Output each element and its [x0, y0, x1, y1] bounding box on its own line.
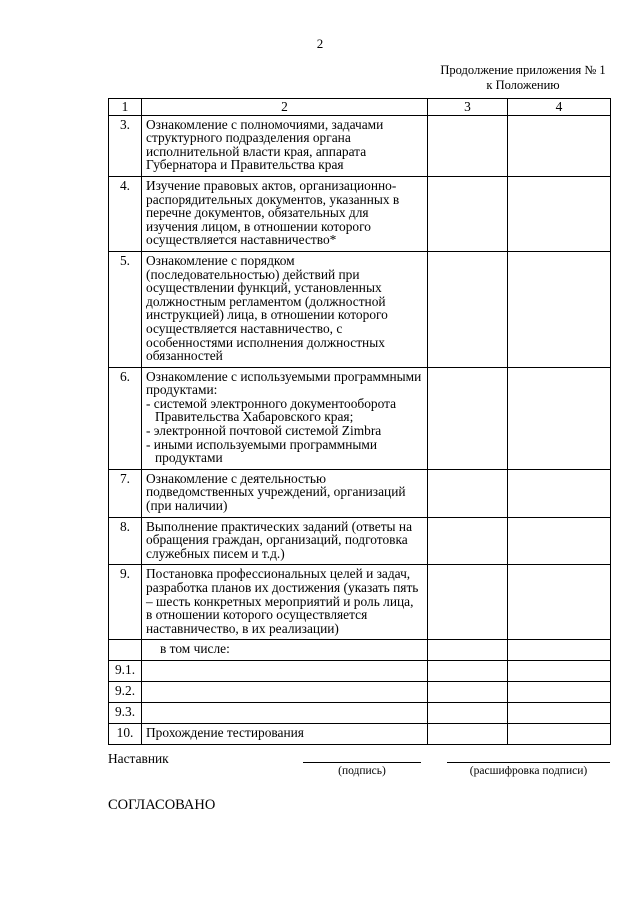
signature-decode-caption: (расшифровка подписи)	[469, 765, 588, 777]
row-cell-3	[428, 660, 508, 681]
row-cell-3	[428, 367, 508, 469]
row-intro-text: Ознакомление с используемыми программными продуктами:	[146, 368, 422, 398]
row-text	[142, 702, 428, 723]
row-number: 4.	[109, 176, 142, 251]
table-row	[109, 517, 611, 565]
row-cell-3	[428, 640, 508, 661]
plan-table	[108, 98, 611, 745]
list-item: - иными используемыми программными продуктами	[146, 436, 378, 466]
row-cell-4	[508, 723, 611, 744]
continuation-line-1: Продолжение приложения № 1	[440, 63, 606, 77]
row-number: 9.1.	[109, 660, 142, 681]
row-cell-3	[428, 702, 508, 723]
row-cell-4	[508, 640, 611, 661]
row-cell-3	[428, 176, 508, 251]
row-text: Ознакомление с порядком (последовательностью) действий при осуществлении функций, установленных должностным регламентом (должностной инструкцией) лица, в отношении которого осуществляется наставничество, с особенностями исполнения должностных обязанностей	[142, 251, 428, 367]
agreed-heading: СОГЛАСОВАНО	[108, 797, 216, 813]
row-text: Постановка профессиональных целей и задач, разработка планов их достижения (указать пять – шесть конкретных мероприятий и роль лица, в отношении которого осуществляется наставничество, в их реализации)	[142, 565, 428, 640]
table-row	[109, 702, 611, 723]
row-number: 9.2.	[109, 681, 142, 702]
row-cell-4	[508, 176, 611, 251]
table-row	[109, 565, 611, 640]
row-number: 5.	[109, 251, 142, 367]
row-cell-3	[428, 723, 508, 744]
row-number: 9.3.	[109, 702, 142, 723]
row-number: 3.	[109, 115, 142, 176]
row-text: Прохождение тестирования	[142, 723, 428, 744]
table-row	[109, 367, 611, 469]
row-cell-4	[508, 702, 611, 723]
table-row	[109, 681, 611, 702]
subheading-text: в том числе:	[160, 641, 230, 657]
page-number: 2	[316, 36, 324, 51]
row-text: Ознакомление с деятельностью подведомственных учреждений, организаций (при наличии)	[142, 469, 428, 517]
row-text: Ознакомление с полномочиями, задачами структурного подразделения органа исполнительной власти края, аппарата Губернатора и Правительства края	[142, 115, 428, 176]
row-number: 9.	[109, 565, 142, 640]
row-cell-3	[428, 681, 508, 702]
row-cell-4	[508, 115, 611, 176]
table-row	[109, 251, 611, 367]
row-cell-4	[508, 251, 611, 367]
row-number	[109, 640, 142, 661]
row-text	[142, 640, 428, 661]
table-row	[109, 660, 611, 681]
row-cell-3	[428, 517, 508, 565]
row-text	[142, 681, 428, 702]
row-cell-4	[508, 517, 611, 565]
table-row	[109, 469, 611, 517]
list-item: - электронной почтовой системой Zimbra	[146, 423, 382, 439]
row-number: 8.	[109, 517, 142, 565]
row-number: 6.	[109, 367, 142, 469]
continuation-note	[430, 63, 616, 93]
row-cell-4	[508, 660, 611, 681]
row-text	[142, 660, 428, 681]
row-cell-4	[508, 565, 611, 640]
signature-decode-line	[447, 762, 610, 763]
row-cell-4	[508, 469, 611, 517]
signature-caption: (подпись)	[338, 765, 386, 777]
row-text	[142, 367, 428, 469]
row-number: 7.	[109, 469, 142, 517]
continuation-line-2: к Положению	[486, 78, 560, 92]
header-cell-1: 1	[109, 99, 142, 116]
table-row	[109, 176, 611, 251]
row-text: Изучение правовых актов, организационно-распорядительных документов, указанных в перечне документов, обязательных для изучения лицом, в отношении которого осуществляется наставничество*	[142, 176, 428, 251]
signature-line	[303, 762, 421, 763]
header-cell-4: 4	[508, 99, 611, 116]
row-cell-4	[508, 681, 611, 702]
list-item: - системой электронного документооборота Правительства Хабаровского края;	[146, 395, 397, 425]
row-cell-3	[428, 565, 508, 640]
row-cell-3	[428, 115, 508, 176]
row-text: Выполнение практических заданий (ответы на обращения граждан, организаций, подготовка служебных писем и т.д.)	[142, 517, 428, 565]
table-row	[109, 115, 611, 176]
row-cell-3	[428, 469, 508, 517]
table-row	[109, 640, 611, 661]
row-cell-3	[428, 251, 508, 367]
table-row	[109, 723, 611, 744]
mentor-label: Наставник	[108, 751, 169, 766]
table-header-row	[109, 99, 611, 116]
row-number: 10.	[109, 723, 142, 744]
row-cell-4	[508, 367, 611, 469]
header-cell-2: 2	[142, 99, 428, 116]
header-cell-3: 3	[428, 99, 508, 116]
